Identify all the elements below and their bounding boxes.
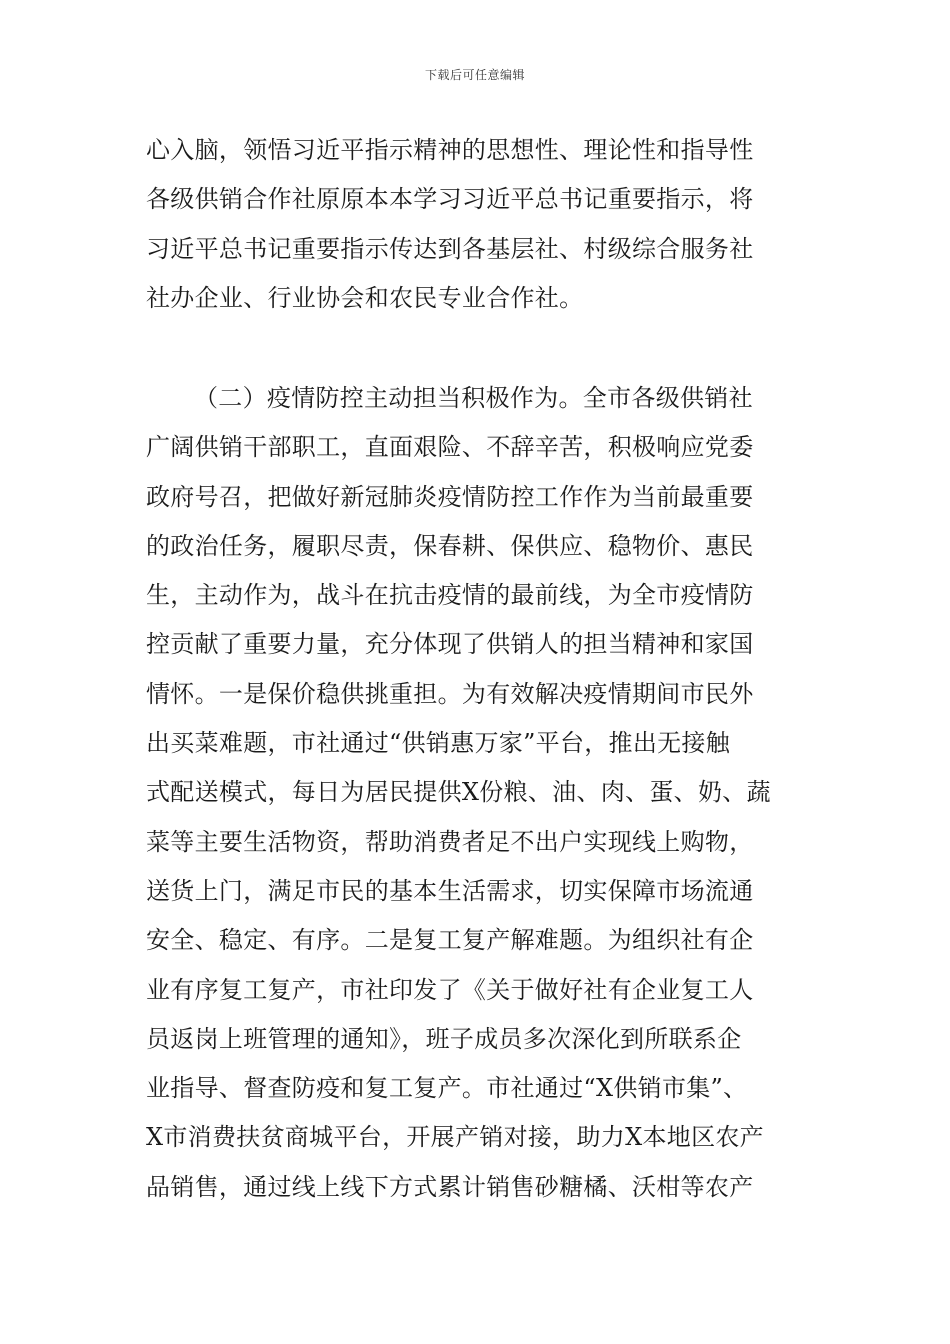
text-line: 式配送模式，每日为居民提供X份粮、油、肉、蛋、奶、蔬 <box>146 778 771 807</box>
text-line: 控贡献了重要力量，充分体现了供销人的担当精神和家国 <box>146 630 754 659</box>
text-line: 各级供销合作社原原本本学习习近平总书记重要指示，将 <box>146 185 754 214</box>
page-header: 下载后可任意编辑 <box>424 68 525 82</box>
text-line: 送货上门，满足市民的基本生活需求，切实保障市场流通 <box>146 876 754 905</box>
text-line: 社办企业、行业协会和农民专业合作社。 <box>146 283 584 312</box>
text-line: 菜等主要生活物资，帮助消费者足不出户实现线上购物， <box>146 827 754 856</box>
text-line: 安全、稳定、有序。二是复工复产解难题。为组织社有企 <box>146 926 754 955</box>
text-line: 广阔供销干部职工，直面艰险、不辞辛苦，积极响应党委 <box>146 433 754 462</box>
text-line: 心入脑，领悟习近平指示精神的思想性、理论性和指导性 <box>146 136 754 164</box>
text-line: X市消费扶贫商城平台，开展产销对接，助力X本地区农产 <box>146 1123 764 1152</box>
paragraph-2 <box>146 374 771 1212</box>
paragraph-1 <box>146 126 754 323</box>
text-line: 政府号召，把做好新冠肺炎疫情防控工作作为当前最重要 <box>146 482 754 511</box>
text-line: （二）疫情防控主动担当积极作为。全市各级供销社 <box>194 384 753 412</box>
text-line: 习近平总书记重要指示传达到各基层社、村级综合服务社 <box>146 234 754 263</box>
text-line: 品销售，通过线上线下方式累计销售砂糖橘、沃柑等农产 <box>146 1172 754 1201</box>
text-line: 生，主动作为，战斗在抗击疫情的最前线，为全市疫情防 <box>146 581 754 610</box>
text-line: 业指导、督查防疫和复工复产。市社通过“X供销市集”、 <box>146 1074 748 1103</box>
text-line: 出买菜难题，市社通过“供销惠万家”平台，推出无接触 <box>146 729 731 758</box>
text-line: 情怀。一是保价稳供挑重担。为有效解决疫情期间市民外 <box>146 679 754 708</box>
text-line: 业有序复工复产，市社印发了《关于做好社有企业复工人 <box>146 975 754 1004</box>
text-line: 的政治任务，履职尽责，保春耕、保供应、稳物价、惠民 <box>146 531 754 560</box>
text-line: 员返岗上班管理的通知》，班子成员多次深化到所联系企 <box>146 1024 742 1053</box>
